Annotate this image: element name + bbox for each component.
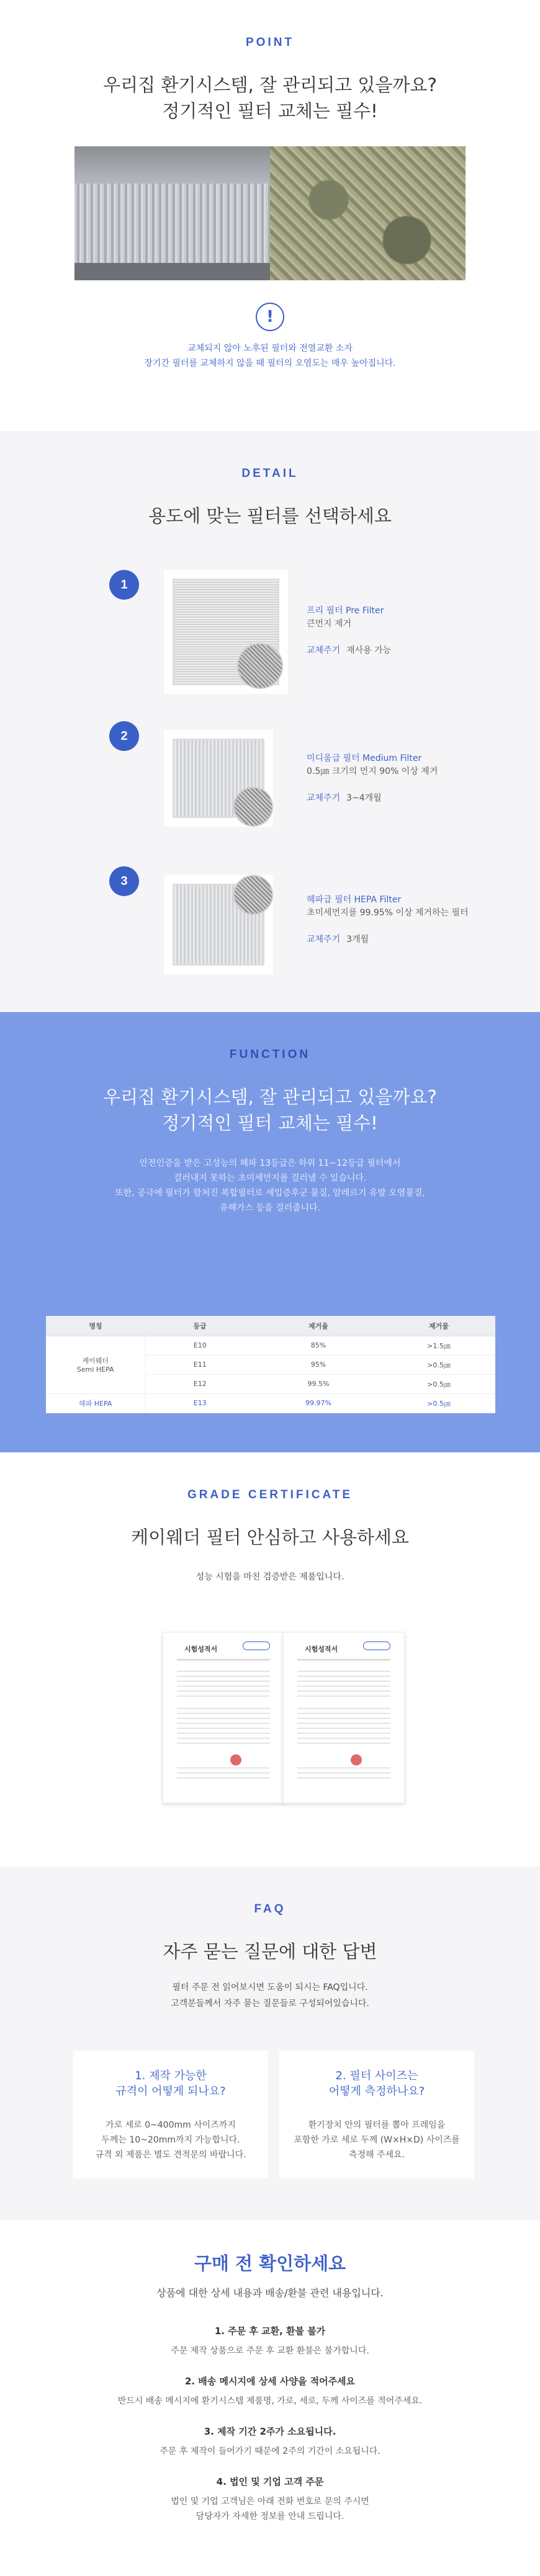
faq-card xyxy=(279,2051,474,2178)
divider xyxy=(297,1659,390,1661)
notice-title: 2. 배송 메시지에 상세 사양을 적어주세요 xyxy=(184,2376,356,2387)
table-cell: E10 xyxy=(145,1336,254,1355)
point-description xyxy=(0,341,540,371)
filter-grade-table xyxy=(46,1316,495,1413)
grade-title: 케이웨더 필터 안심하고 사용하세요 xyxy=(131,1527,409,1548)
faq-answer-line: 두께는 10~20mm까지 가능합니다. xyxy=(101,2135,240,2145)
function-description xyxy=(0,1156,540,1215)
table-cell: >1.5㎛ xyxy=(382,1336,495,1355)
pre-filter-info xyxy=(307,605,391,657)
point-text-line2: 장기간 필터를 교체하지 않을 때 필터의 오염도는 매우 높아집니다. xyxy=(144,358,396,368)
faq-title: 자주 묻는 질문에 대한 답변 xyxy=(163,1941,377,1962)
faq-answer-line: 규격 외 제품은 별도 견적문의 바랍니다. xyxy=(95,2150,246,2160)
group-label-line1: 케이웨더 xyxy=(82,1357,109,1365)
faq-question-line: 1. 제작 가능한 xyxy=(135,2069,207,2082)
table-cell: >0.5㎛ xyxy=(382,1393,495,1413)
point-title-line2: 정기적인 필터 교체는 필수! xyxy=(162,100,378,122)
faq-answer xyxy=(279,2118,474,2162)
notice-title: 1. 주문 후 교환, 환불 불가 xyxy=(214,2325,326,2337)
step-number-badge: 2 xyxy=(109,721,139,751)
filter-name: 미디움급 필터 Medium Filter xyxy=(307,753,422,763)
filter-desc: 0.5㎛ 크기의 먼지 90% 이상 제거 xyxy=(307,766,438,776)
faq-sub-line2: 고객분들께서 자주 묻는 질문들로 구성되어있습니다. xyxy=(171,1999,369,2009)
certificate-text-block xyxy=(177,1667,270,1698)
point-title xyxy=(0,72,540,124)
function-title-line2: 정기적인 필터 교체는 필수! xyxy=(162,1113,378,1134)
table-cell: 99.97% xyxy=(254,1393,382,1413)
filter-name: 헤파급 필터 HEPA Filter xyxy=(307,895,402,905)
table-cell: 95% xyxy=(254,1355,382,1374)
detail-title: 용도에 맞는 필터를 선택하세요 xyxy=(148,505,392,526)
notice-body: 주문 후 제작이 들어가기 때문에 2주의 기간이 소요됩니다. xyxy=(160,2446,380,2456)
exclamation-circle-icon: ! xyxy=(256,303,284,331)
table-header-cell: 명칭 xyxy=(46,1316,145,1336)
function-text-line: 또한, 공극에 필터가 함처진 복합필터로 세입증후군 물질, 알레르기 유발 오염물질, xyxy=(115,1188,425,1198)
function-title-line1: 우리집 환기시스템, 잘 관리되고 있을까요? xyxy=(103,1086,437,1108)
mesh-zoom-circle xyxy=(233,787,273,827)
cycle-label: 교체주기 xyxy=(307,793,341,803)
stamp-seal-icon xyxy=(230,1754,241,1765)
grade-eyebrow: GRADE CERTIFICATE xyxy=(187,1488,353,1501)
cycle-value: 3개월 xyxy=(346,935,369,944)
cycle-value: 3~4개월 xyxy=(346,793,382,803)
faq-question xyxy=(279,2068,474,2099)
faq-question xyxy=(73,2068,268,2099)
certificate-text-block xyxy=(297,1667,390,1698)
point-text-line1: 교체되지 않아 노후된 필터와 전열교환 소자 xyxy=(187,344,353,353)
function-section xyxy=(0,1012,540,1452)
heat-exchanger-element-image xyxy=(74,146,270,280)
grade-certificate-section xyxy=(0,1452,540,1867)
mesh-zoom-circle xyxy=(237,643,283,689)
notice-item xyxy=(0,2324,540,2358)
divider xyxy=(177,1659,270,1661)
notice-item xyxy=(0,2425,540,2459)
point-eyebrow: POINT xyxy=(245,36,295,49)
mesh-zoom-circle xyxy=(233,875,273,915)
detail-section xyxy=(0,431,540,1012)
faq-eyebrow: FAQ xyxy=(254,1903,286,1916)
notice-body-line: 담당자가 자세한 정보를 안내 드립니다. xyxy=(196,2512,344,2521)
certificate-table-block xyxy=(177,1704,270,1748)
pre-filter-image xyxy=(164,570,288,694)
stamp-seal-icon xyxy=(351,1754,362,1765)
step-number-badge: 1 xyxy=(109,570,139,600)
filter-cycle xyxy=(307,933,469,946)
purchase-title: 구매 전 확인하세요 xyxy=(194,2253,346,2274)
table-header-cell: 제거율 xyxy=(254,1316,382,1336)
table-group-cell xyxy=(46,1336,145,1393)
certificate-footer-block xyxy=(297,1764,390,1782)
table-cell: E13 xyxy=(145,1393,254,1413)
notice-item xyxy=(0,2374,540,2409)
filter-item-medium xyxy=(0,721,540,827)
function-text-line: 유해가스 등을 걸러줍니다. xyxy=(219,1203,321,1213)
faq-subtitle xyxy=(0,1979,540,2012)
filter-cycle xyxy=(307,792,438,805)
filter-item-pre xyxy=(0,570,540,694)
table-header-cell: 등급 xyxy=(145,1316,254,1336)
notice-body: 주문 제작 상품으로 주문 후 교환 환불은 불가합니다. xyxy=(171,2346,369,2356)
faq-sub-line1: 필터 주문 전 읽어보시면 도움이 되시는 FAQ입니다. xyxy=(172,1983,368,1992)
function-eyebrow: FUNCTION xyxy=(229,1048,311,1061)
purchase-notice-section xyxy=(0,2220,540,2576)
filter-item-hepa xyxy=(0,866,540,972)
table-cell: E12 xyxy=(145,1374,254,1393)
point-section xyxy=(0,0,540,431)
faq-question-line: 규격이 어떻게 되나요? xyxy=(115,2085,226,2098)
table-cell: 85% xyxy=(254,1336,382,1355)
medium-filter-info xyxy=(307,752,438,805)
hepa-filter-info xyxy=(307,894,469,946)
table-cell: E11 xyxy=(145,1355,254,1374)
notice-item xyxy=(0,2475,540,2524)
table-cell: >0.5㎛ xyxy=(382,1355,495,1374)
certificate-document xyxy=(283,1632,405,1803)
faq-question-line: 어떻게 측정하나요? xyxy=(328,2085,425,2098)
dirty-filter-photo xyxy=(74,146,466,280)
cycle-value: 재사용 가능 xyxy=(346,646,392,655)
certificate-title: 시험성적서 xyxy=(305,1645,338,1653)
faq-answer-line: 환기장치 안의 필터를 뽑아 프레임을 xyxy=(308,2120,446,2130)
point-title-line1: 우리집 환기시스템, 잘 관리되고 있을까요? xyxy=(103,74,437,95)
faq-answer-line: 포함한 가로 세로 두께 (W×H×D) 사이즈를 xyxy=(294,2135,460,2145)
cycle-label: 교체주기 xyxy=(307,646,341,655)
table-header-row xyxy=(46,1316,495,1336)
function-title xyxy=(0,1084,540,1136)
group-label-line2: Semi HEPA xyxy=(76,1366,114,1374)
table-cell: 99.5% xyxy=(254,1374,382,1393)
table-header-cell: 제거물 xyxy=(382,1316,495,1336)
filter-desc: 큰먼지 제거 xyxy=(307,619,352,629)
notice-title: 4. 법인 및 기업 고객 주문 xyxy=(216,2476,324,2487)
certificate-footer-block xyxy=(177,1764,270,1782)
certificate-table-block xyxy=(297,1704,390,1748)
dirty-filter-image xyxy=(270,146,466,280)
faq-card xyxy=(73,2051,268,2178)
detail-eyebrow: DETAIL xyxy=(241,467,299,480)
table-cell: >0.5㎛ xyxy=(382,1374,495,1393)
notice-body xyxy=(0,2494,540,2524)
certifier-logo-icon xyxy=(363,1641,390,1650)
table-row-hepa xyxy=(46,1393,495,1413)
notice-title: 3. 제작 기간 2주가 소요됩니다. xyxy=(204,2426,336,2437)
table-cell: 헤파 HEPA xyxy=(46,1393,145,1413)
faq-answer xyxy=(73,2118,268,2162)
notice-body-line: 법인 및 기업 고객님은 아래 전화 번호로 문의 주시면 xyxy=(171,2497,369,2507)
medium-filter-image xyxy=(164,730,273,827)
filter-desc: 초미세먼지를 99.95% 이상 제거하는 필터 xyxy=(307,908,469,918)
faq-question-line: 2. 필터 사이즈는 xyxy=(335,2069,418,2082)
certifier-logo-icon xyxy=(243,1641,270,1650)
cycle-label: 교체주기 xyxy=(307,935,341,944)
hepa-filter-image xyxy=(164,875,273,974)
purchase-subtitle: 상품에 대한 상세 내용과 배송/환불 관련 내용입니다. xyxy=(156,2287,384,2299)
function-text-line: 안전인증을 받은 고성능의 헤파 13등급은 하위 11~12등급 필터에서 xyxy=(139,1158,401,1168)
faq-section xyxy=(0,1867,540,2220)
step-number-badge: 3 xyxy=(109,866,139,896)
faq-answer-line: 측정해 주세요. xyxy=(348,2150,405,2160)
certificate-document xyxy=(163,1632,284,1803)
faq-answer-line: 가로 세로 0~400mm 사이즈까지 xyxy=(106,2120,236,2130)
table-row xyxy=(46,1336,495,1355)
grade-subtitle: 성능 시험을 마친 검증받은 제품입니다. xyxy=(196,1572,344,1582)
function-text-line: 걸러내지 못하는 초미세먼지를 걸러낼 수 있습니다. xyxy=(173,1173,367,1183)
certificate-title: 시험성적서 xyxy=(184,1645,218,1653)
filter-cycle xyxy=(307,644,391,657)
notice-body: 반드시 배송 메시지에 환기시스템 제품명, 가로, 세로, 두께 사이즈를 적어주세요. xyxy=(117,2396,423,2406)
filter-name: 프리 필터 Pre Filter xyxy=(307,606,384,616)
